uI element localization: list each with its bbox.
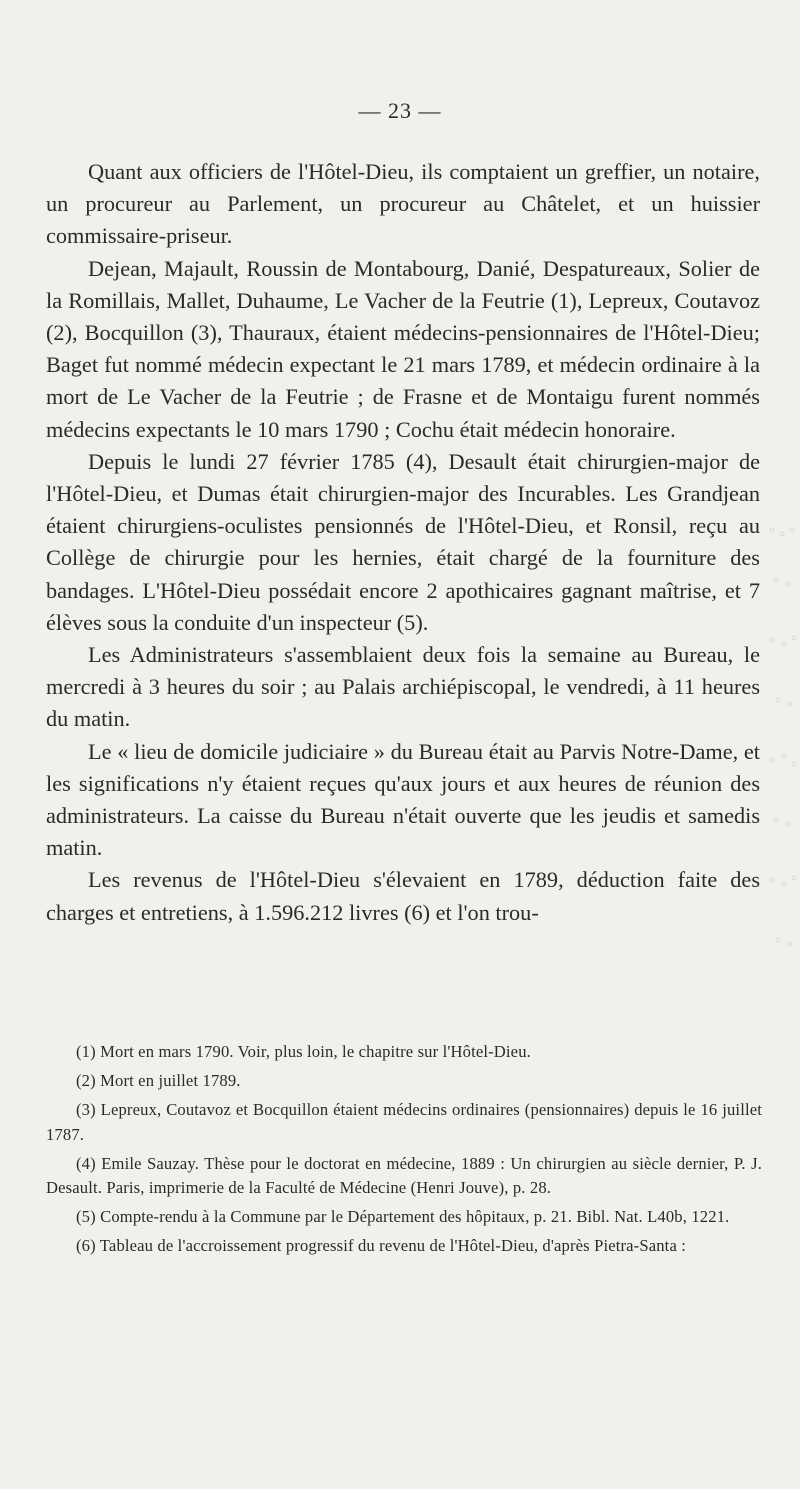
footnote-5: (5) Compte-rendu à la Commune par le Département des hôpitaux, p. 21. Bibl. Nat. L40b, 1221. xyxy=(76,1207,730,1227)
footnote-6: (6) Tableau de l'accroissement progressif du revenu de l'Hôtel-Dieu, d'après Pietra-Santa : xyxy=(76,1236,687,1256)
paragraph-chirurgiens: Depuis le lundi 27 février 1785 (4), Desault était chirurgien-major de l'Hôtel-Dieu, et Dumas était chirurgien-major des Incurables. Les Grandjean étaient chirurgiens-oculistes pensionnés de l'Hôtel-Dieu, et Ronsil, reçu au Collège de chirurgie pour les hernies, était chargé de la fourniture des bandages. L'Hôtel-Dieu possédait encore 2 apothicaires gagnant maîtrise, et 7 élèves sous la conduite d'un inspecteur (5). xyxy=(46,448,760,635)
footnote-4: (4) Emile Sauzay. Thèse pour le doctorat en médecine, 1889 : Un chirurgien au siècle dernier, P. J. Desault. Paris, imprimerie de la Faculté de Médecine (Henri Jouve), p. 28. xyxy=(46,1153,762,1198)
footnote-1: (1) Mort en mars 1790. Voir, plus loin, le chapitre sur l'Hôtel-Dieu. xyxy=(76,1042,531,1061)
body-text xyxy=(46,156,760,929)
paragraph-medecins: Dejean, Majault, Roussin de Montabourg, Danié, Despatureaux, Solier de la Romillais, Mallet, Duhaume, Le Vacher de la Feutrie (1), Lepreux, Coutavoz (2), Bocquillon (3), Thauraux, étaient médecins-pensionnaires de l'Hôtel-Dieu; Baget fut nommé médecin expectant le 21 mars 1789, et médecin ordinaire à la mort de Le Vacher de la Feutrie ; de Frasne et de Montaigu furent nommés médecins expectants le 10 mars 1790 ; Cochu était médecin honoraire. xyxy=(46,255,760,442)
paragraph-officiers: Quant aux officiers de l'Hôtel-Dieu, ils comptaient un greffier, un notaire, un procureur au Parlement, un procureur au Châtelet, et un huissier commissaire-priseur. xyxy=(46,159,760,249)
page-number: — 23 — xyxy=(358,98,442,123)
show-through-dots xyxy=(762,520,800,1000)
paragraph-domicile: Le « lieu de domicile judiciaire » du Bureau était au Parvis Notre-Dame, et les significations n'y étaient reçues qu'aux jours et aux heures de réunion des administrateurs. La caisse du Bureau n'était ouverte que les jeudis et samedis matin. xyxy=(46,738,760,861)
footnotes xyxy=(46,1040,762,1264)
paragraph-administrateurs: Les Administrateurs s'assemblaient deux fois la semaine au Bureau, le mercredi à 3 heures du soir ; au Palais archiépiscopal, le vendredi, à 11 heures du matin. xyxy=(46,642,760,732)
footnote-2: (2) Mort en juillet 1789. xyxy=(76,1071,241,1091)
paragraph-revenus: Les revenus de l'Hôtel-Dieu s'élevaient en 1789, déduction faite des charges et entretiens, à 1.596.212 livres (6) et l'on trou- xyxy=(46,867,760,925)
footnote-3: (3) Lepreux, Coutavoz et Bocquillon étaient médecins ordinaires (pensionnaires) depuis le 16 juillet 1787. xyxy=(46,1100,762,1144)
